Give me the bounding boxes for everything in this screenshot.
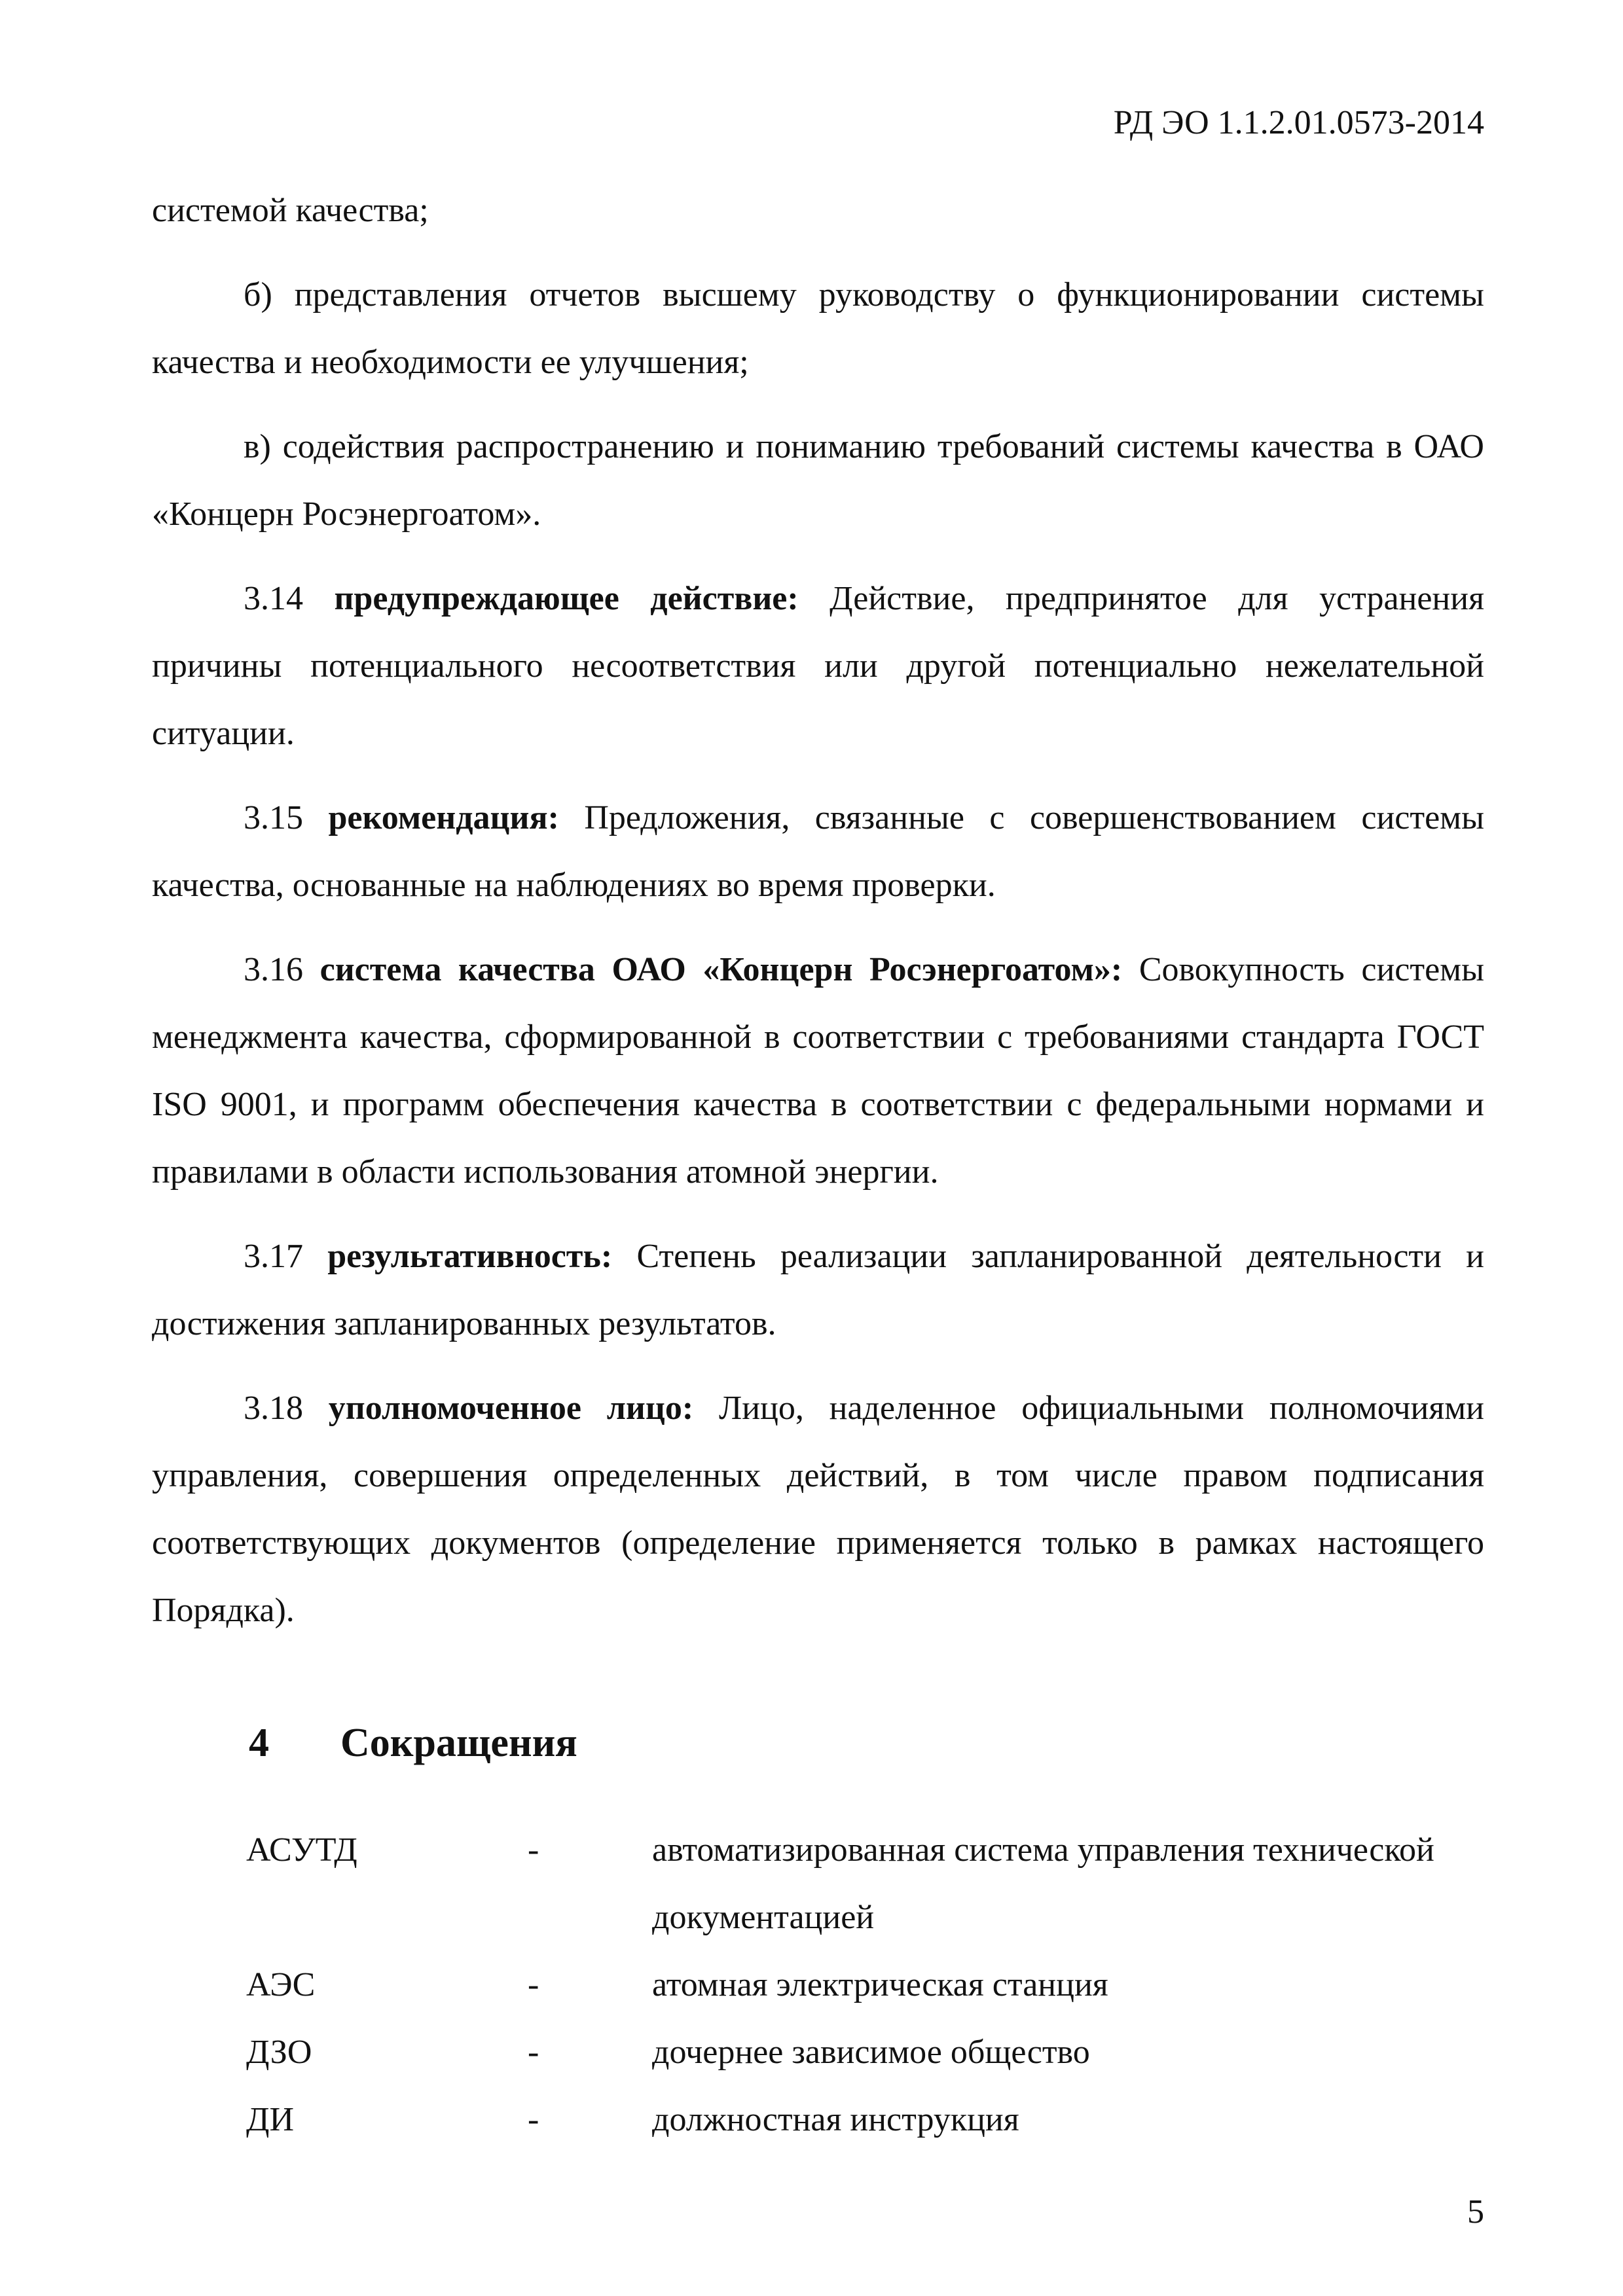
dash: - <box>528 2034 539 2071</box>
page-content <box>152 177 1484 2153</box>
abbreviations-table <box>246 1816 1484 2153</box>
page-number: 5 <box>1467 2193 1484 2231</box>
table-row <box>246 1816 1484 1951</box>
dash: - <box>528 1966 539 2003</box>
definition-number: 3.17 <box>244 1238 303 1275</box>
definition-text: Лицо, наделенное официальными полномочиями управления, совершения определенных действий, в том числе правом подписания соответствующих документов (определение применяется только в рамках настоящего Порядка). <box>152 1390 1484 1629</box>
list-item-v: в) содействия распространению и пониманию требований системы качества в ОАО «Концерн Росэнергоатом». <box>152 428 1484 533</box>
definition-term: рекомендация: <box>328 799 559 836</box>
abbreviation-meaning: атомная электрическая станция <box>652 1966 1108 2003</box>
document-code: РД ЭО 1.1.2.01.0573-2014 <box>1113 104 1484 141</box>
definition-text: Предложения, связанные с совершенствованием системы качества, основанные на наблюдениях во время проверки. <box>152 799 1485 904</box>
abbreviation: АЭС <box>246 1966 316 2003</box>
dash: - <box>528 2101 539 2138</box>
section-heading <box>249 1710 1484 1777</box>
definition-term: предупреждающее действие: <box>334 580 799 617</box>
definition-3-17 <box>152 1223 1484 1357</box>
definition-3-16 <box>152 936 1484 1206</box>
abbreviation: ДЗО <box>246 2034 312 2071</box>
dash: - <box>528 1831 539 1869</box>
abbreviation-meaning: дочернее зависимое общество <box>652 2034 1090 2071</box>
table-row <box>246 2018 1484 2086</box>
definition-3-15 <box>152 784 1484 919</box>
definition-text: Совокупность системы менеджмента качества, сформированной в соответствии с требованиями стандарта ГОСТ ISO 9001, и программ обеспечения качества в соответствии с федеральными нормами и правилами в области использования атомной энергии. <box>152 951 1484 1191</box>
definition-term: система качества ОАО «Концерн Росэнергоатом»: <box>319 951 1123 988</box>
definition-number: 3.15 <box>244 799 303 836</box>
definition-term: уполномоченное лицо: <box>328 1390 694 1427</box>
table-row <box>246 2086 1484 2153</box>
abbreviation-meaning: должностная инструкция <box>652 2101 1019 2138</box>
abbreviation: АСУТД <box>246 1831 357 1869</box>
definition-number: 3.16 <box>244 951 303 988</box>
definition-3-18 <box>152 1374 1484 1644</box>
definition-term: результативность: <box>327 1238 613 1275</box>
definition-number: 3.14 <box>244 580 303 617</box>
continuation-text: системой качества; <box>152 192 429 229</box>
abbreviation-meaning: автоматизированная система управления технической документацией <box>652 1831 1434 1936</box>
section-number: 4 <box>249 1721 269 1765</box>
section-title: Сокращения <box>340 1721 577 1765</box>
definition-text: Действие, предпринятое для устранения причины потенциального несоответствия или другой потенциально нежелательной ситуации. <box>152 580 1485 752</box>
table-row <box>246 1951 1484 2018</box>
abbreviation: ДИ <box>246 2101 295 2138</box>
definition-3-14 <box>152 565 1484 767</box>
list-item-b: б) представления отчетов высшему руководству о функционировании системы качества и необходимости ее улучшения; <box>152 276 1484 381</box>
definition-number: 3.18 <box>244 1390 303 1427</box>
definition-text: Степень реализации запланированной деятельности и достижения запланированных результатов. <box>152 1238 1485 1342</box>
